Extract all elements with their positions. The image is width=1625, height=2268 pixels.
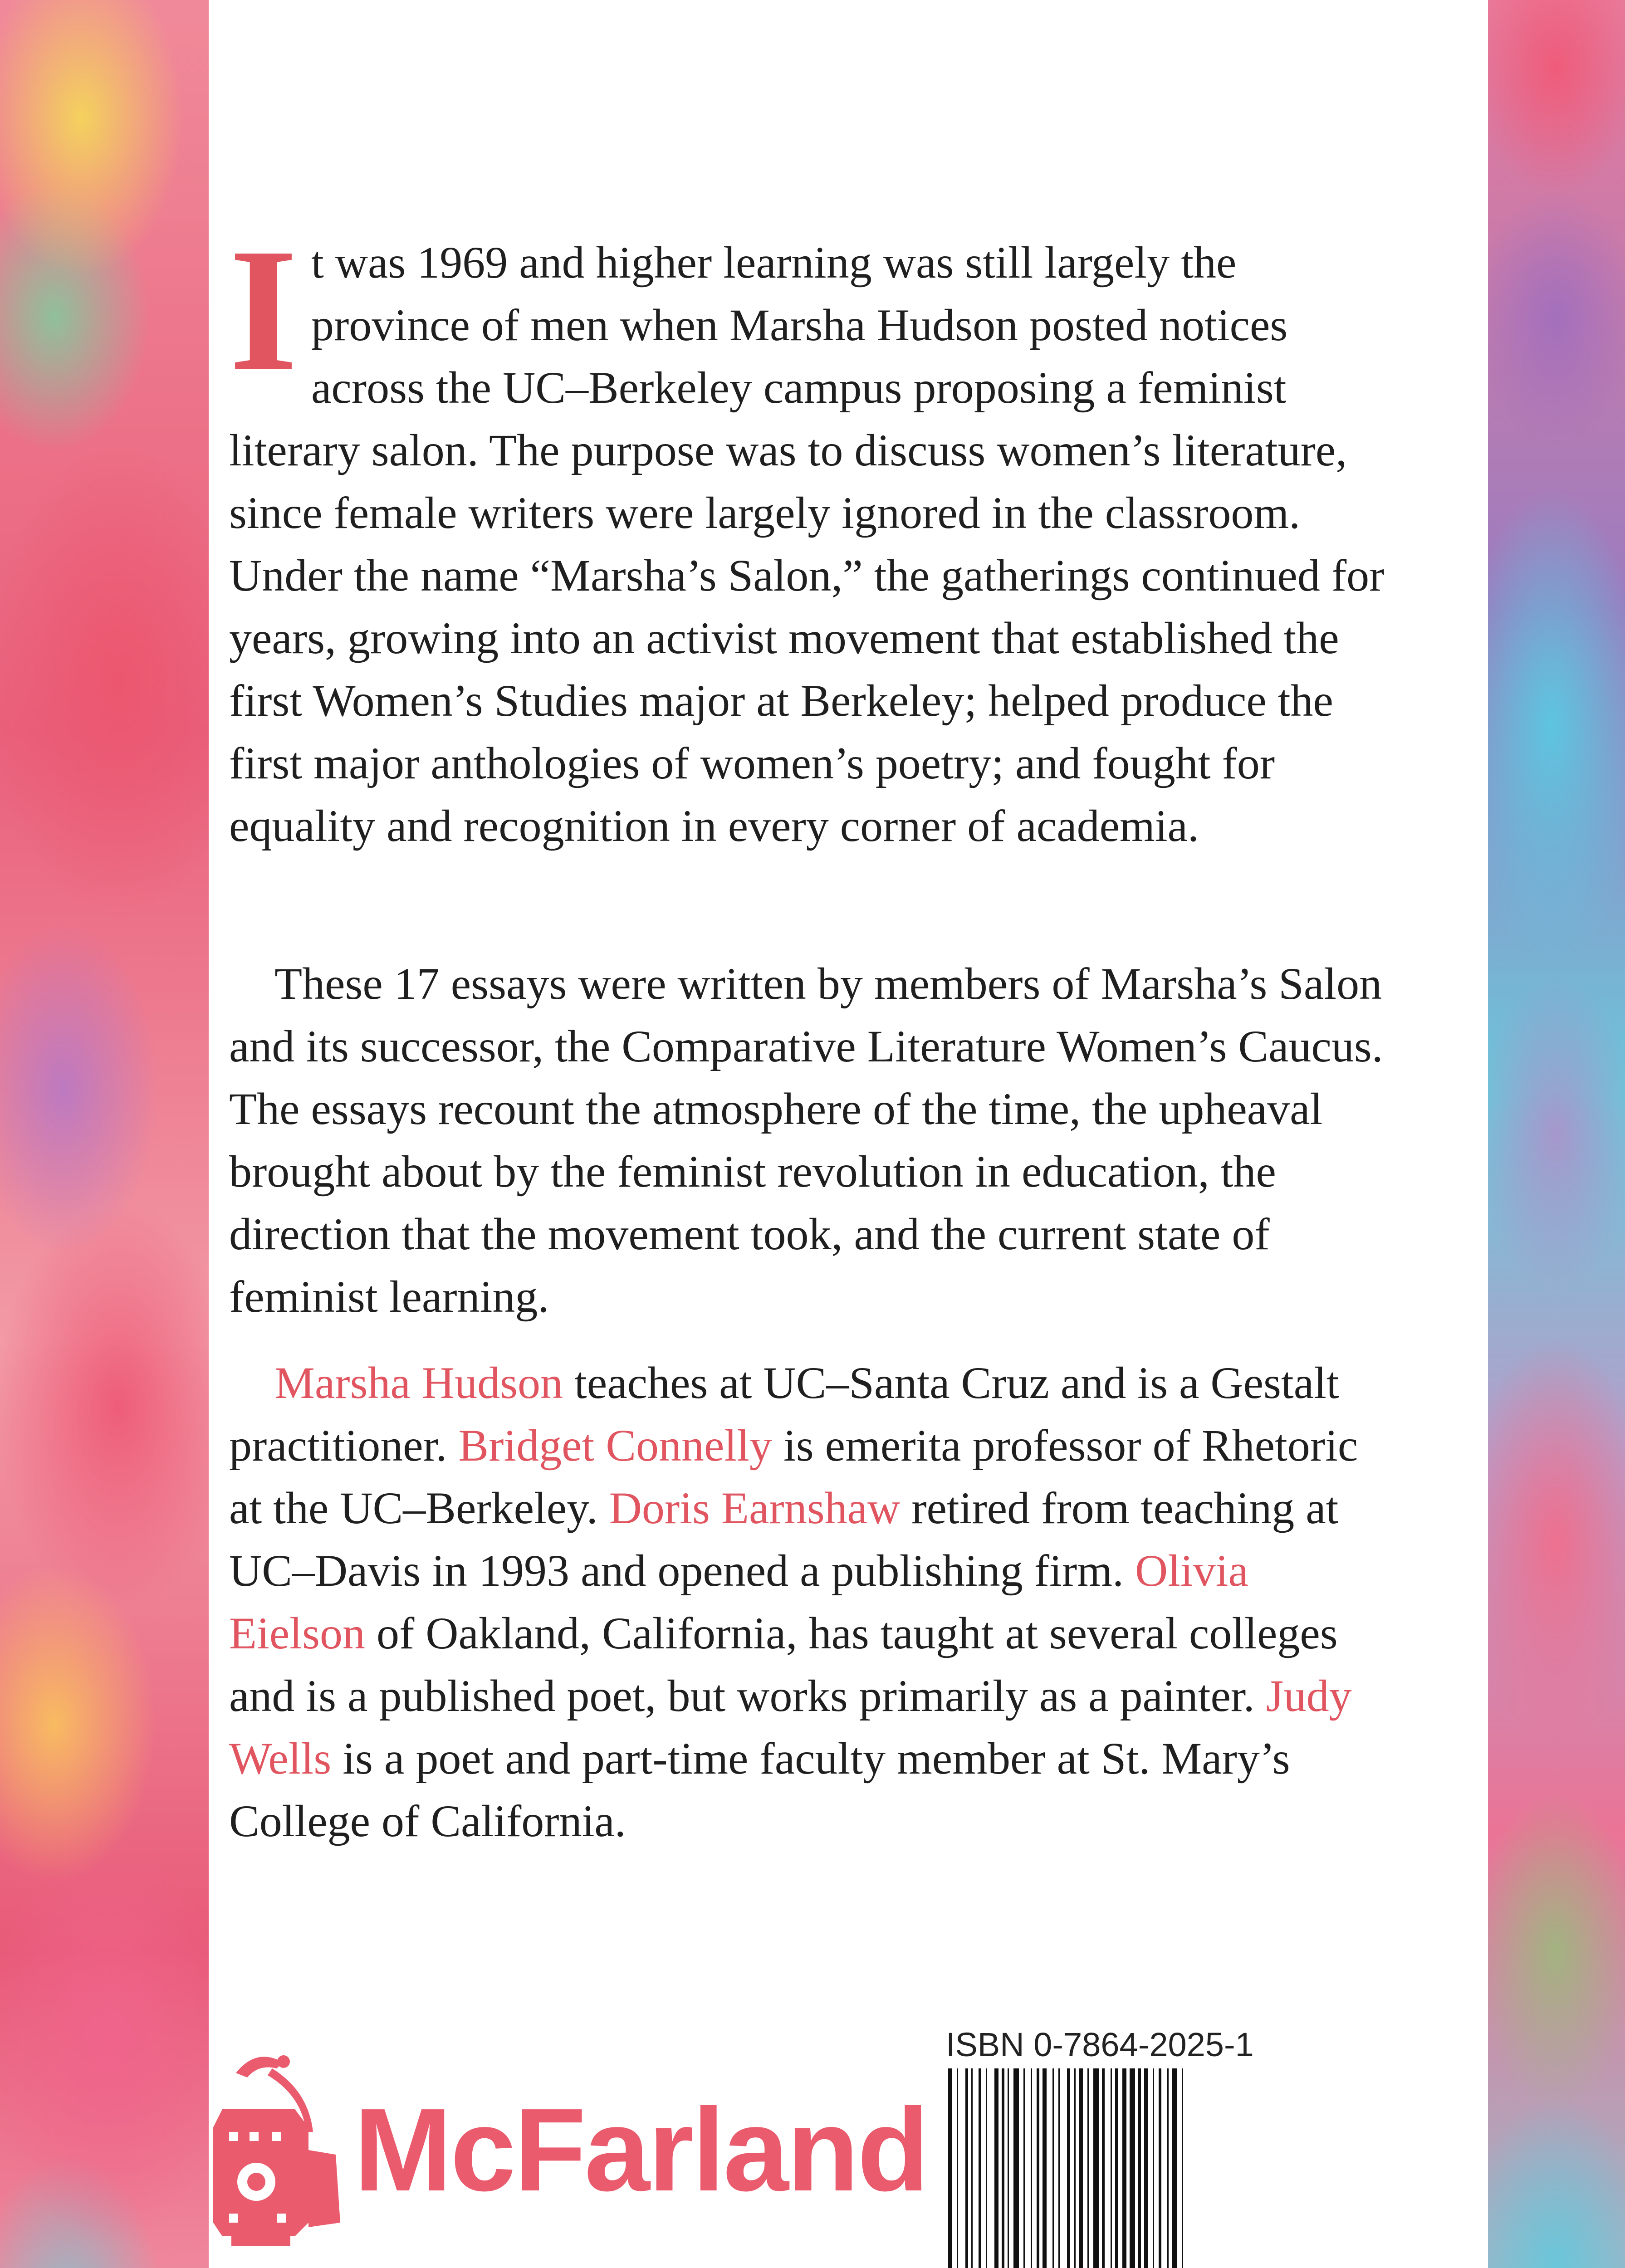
- barcode-bar: [1043, 2068, 1047, 2268]
- barcode-bar: [1130, 2068, 1135, 2268]
- barcode-bar: [1008, 2068, 1009, 2268]
- author-bio-olivia-eielson: of Oakland, California, has taught at several colleges and is a published poet, but works primarily as a painter.: [229, 1608, 1338, 1721]
- author-bio-bridget-connelly: is emerita professor of Rhetoric at the UC–Berkeley.: [229, 1420, 1358, 1533]
- drop-cap: I: [229, 212, 298, 407]
- author-name-bridget-connelly: Bridget Connelly: [458, 1420, 772, 1471]
- author-name-olivia-eielson: Olivia Eielson: [229, 1545, 1248, 1658]
- barcode-bar: [1058, 2068, 1060, 2268]
- barcode-bar: [1023, 2068, 1025, 2268]
- barcode-bar: [1013, 2068, 1019, 2268]
- author-bios-paragraph: [229, 1352, 1390, 1853]
- author-bio-marsha-hudson: teaches at UC–Santa Cruz and is a Gestalt practitioner.: [229, 1358, 1339, 1471]
- barcode-bar: [1144, 2068, 1148, 2268]
- tie-dye-right-border: [1488, 0, 1625, 2268]
- barcode-bar: [948, 2068, 952, 2268]
- barcode-bar: [965, 2068, 968, 2268]
- barcode-bar: [1182, 2068, 1183, 2268]
- barcode-bar: [1074, 2068, 1076, 2268]
- barcode-bar: [1052, 2068, 1054, 2268]
- author-name-doris-earnshaw: Doris Earnshaw: [609, 1483, 901, 1533]
- barcode-bar: [1122, 2068, 1126, 2268]
- barcode-bar: [1031, 2068, 1032, 2268]
- publisher-logo: [204, 2041, 928, 2250]
- essays-paragraph: [229, 953, 1390, 1328]
- barcode-bar: [1087, 2068, 1089, 2268]
- barcode-bar: [1167, 2068, 1169, 2268]
- barcode-bar: [979, 2068, 981, 2268]
- lantern-icon: [204, 2041, 354, 2250]
- barcode-bar: [1102, 2068, 1105, 2268]
- barcode-bar: [1159, 2068, 1161, 2268]
- barcode-bar: [1115, 2068, 1118, 2268]
- author-bio-doris-earnshaw: retired from teaching at UC–Davis in 1993 and opened a publishing firm.: [229, 1483, 1339, 1596]
- intro-text: t was 1969 and higher learning was still largely the province of men when Marsha Hudson posted notices across the UC–Berkeley campus proposing a feminist literary salon. The purpose was to discuss women’s literature, since female writers were largely ignored in the classroom. Under the name “Marsha’s Salon,” the gatherings continued for years, growing into an activist movement that established the first Women’s Studies major at Berkeley; helped produce the first major anthologies of women’s poetry; and fought for equality and recognition in every corner of academia.: [229, 237, 1385, 851]
- barcode-bar: [1079, 2068, 1083, 2268]
- publisher-name: McFarland: [354, 2084, 928, 2216]
- intro-paragraph: [229, 212, 1390, 857]
- author-name-judy-wells: Judy Wells: [229, 1671, 1352, 1784]
- isbn-label: ISBN 0-7864-2025-1: [946, 2026, 1254, 2063]
- barcode: [944, 2068, 1302, 2268]
- barcode-bar: [1138, 2068, 1141, 2268]
- barcode-bar: [986, 2068, 987, 2268]
- barcode-bar: [1153, 2068, 1154, 2268]
- tie-dye-left-border: [0, 0, 209, 2268]
- barcode-bar: [1037, 2068, 1039, 2268]
- author-name-marsha-hudson: Marsha Hudson: [274, 1358, 563, 1408]
- essays-text: These 17 essays were written by members of Marsha’s Salon and its successor, the Comparative Literature Women’s Caucus. The essays recount the atmosphere of the time, the upheaval brought about by the feminist revolution in education, the direction that the movement took, and the current state of feminist learning.: [229, 958, 1383, 1322]
- barcode-bar: [1002, 2068, 1004, 2268]
- barcode-bar: [1172, 2068, 1177, 2268]
- barcode-bar: [1093, 2068, 1099, 2268]
- author-bio-judy-wells: is a poet and part-time faculty member at St. Mary’s College of California.: [229, 1733, 1290, 1846]
- barcode-bar: [1067, 2068, 1070, 2268]
- barcode-bar: [1111, 2068, 1112, 2268]
- barcode-bar: [994, 2068, 998, 2268]
- barcode-bar: [957, 2068, 958, 2268]
- barcode-bar: [971, 2068, 973, 2268]
